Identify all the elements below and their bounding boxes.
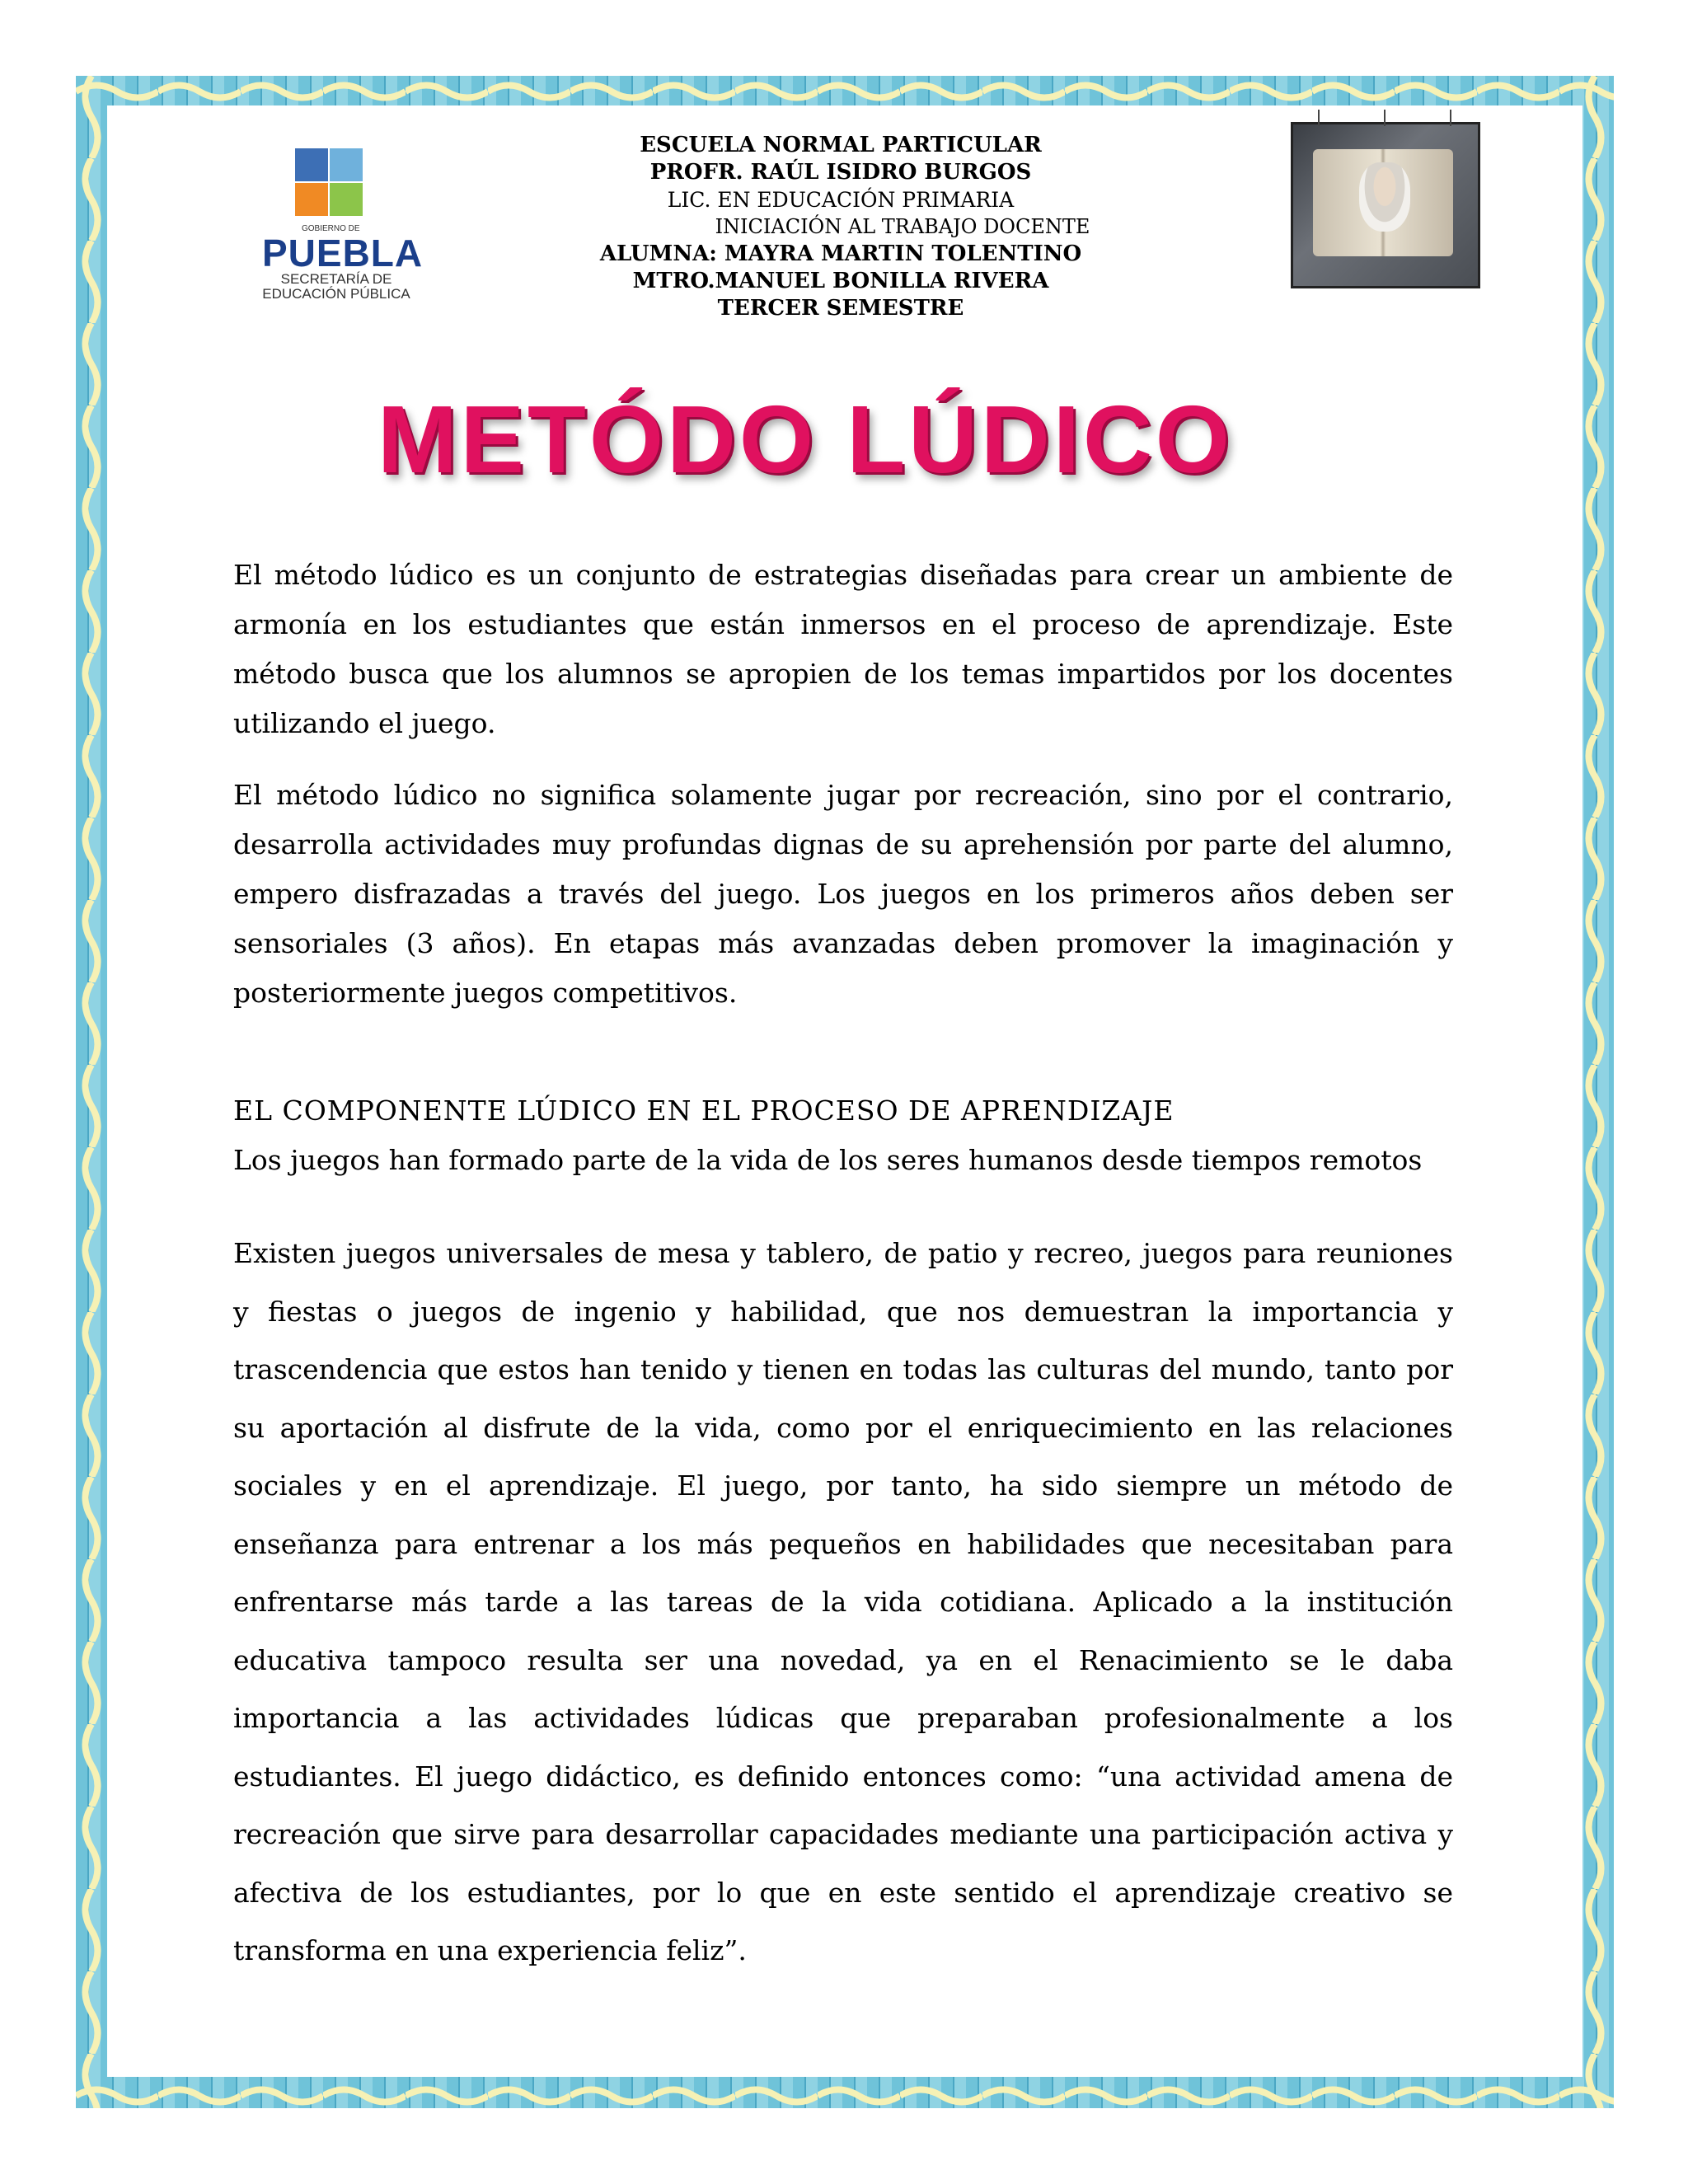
- logo-square-orange: [295, 183, 328, 216]
- paragraph-3: Existen juegos universales de mesa y tablero, de patio y recreo, juegos para reuniones y fiestas o juegos de ingenio y habilidad, que nos demuestran la importancia y trascendencia que estos han tenido y tienen en todas las culturas del mundo, tanto por su aportación al disfrute de la vida, como por el enriquecimiento en las relaciones sociales y en el aprendizaje. El juego, por tanto, ha sido siempre un método de enseñanza para entrenar a los más pequeños en habilidades que necesitaban para enfrentarse más tarde a las tareas de la vida cotidiana. Aplicado a la institución educativa tampoco resulta ser una novedad, ya en el Renacimiento se le daba importancia a las actividades lúdicas que preparaban profesionalmente a los estudiantes. El juego didáctico, es definido entonces como: “una actividad amena de recreación que sirve para desarrollar capacidades mediante una participación activa y afectiva de los estudiantes, por lo que en este sentido el aprendizaje creativo se transforma en una experiencia feliz”.: [233, 1237, 1453, 1966]
- portrait-face: [1359, 162, 1410, 232]
- school-name: ESCUELA NORMAL PARTICULAR: [640, 133, 1042, 157]
- logo-subtitle-line1: SECRETARÍA DE: [280, 271, 392, 287]
- logo-subtitle: [237, 272, 435, 302]
- school-founder: PROFR. RAÚL ISIDRO BURGOS: [649, 160, 1032, 185]
- header-block: [528, 132, 1154, 322]
- frame-hook: [1318, 110, 1320, 126]
- paragraph-2: El método lúdico no significa solamente jugar por recreación, sino por el contrario, desarrolla actividades muy profundas dignas de su aprehensión por parte del alumno, empero disfrazadas a través del juego. Los juegos en los primeros años deben ser sensoriales (3 años). En etapas más avanzadas deben promover la imaginación y posteriormente juegos competitivos.: [233, 779, 1453, 1009]
- document-title: METÓDO LÚDICO: [377, 386, 1233, 493]
- logo-brand: PUEBLA: [262, 232, 424, 274]
- semester: TERCER SEMESTRE: [717, 296, 964, 321]
- logo-gobierno-text: GOBIERNO DE: [302, 224, 360, 233]
- frame-hook: [1450, 110, 1451, 126]
- course-name: INICIACIÓN AL TRABAJO DOCENTE: [715, 215, 1090, 238]
- logo-square-lightblue: [330, 148, 363, 181]
- paragraph-1: El método lúdico es un conjunto de estrategias diseñadas para crear un ambiente de armonía en los estudiantes que están inmersos en el proceso de aprendizaje. Este método busca que los alumnos se apropien de los temas impartidos por los docentes utilizando el juego.: [233, 559, 1453, 739]
- logo-square-green: [330, 183, 363, 216]
- puebla-logo: [237, 148, 435, 305]
- degree-name: LIC. EN EDUCACIÓN PRIMARIA: [667, 188, 1015, 212]
- logo-square-blue: [295, 148, 328, 181]
- student-name: ALUMNA: MAYRA MARTIN TOLENTINO: [599, 241, 1082, 266]
- section-title: EL COMPONENTE LÚDICO EN EL PROCESO DE APRENDIZAJE: [233, 1094, 1175, 1127]
- teacher-name: MTRO.MANUEL BONILLA RIVERA: [632, 269, 1049, 293]
- frame-hook: [1384, 110, 1386, 126]
- logo-subtitle-line2: EDUCACIÓN PÚBLICA: [262, 286, 410, 302]
- portrait-image: [1291, 122, 1480, 288]
- section-subtitle: Los juegos han formado parte de la vida de los seres humanos desde tiempos remotos: [233, 1144, 1423, 1176]
